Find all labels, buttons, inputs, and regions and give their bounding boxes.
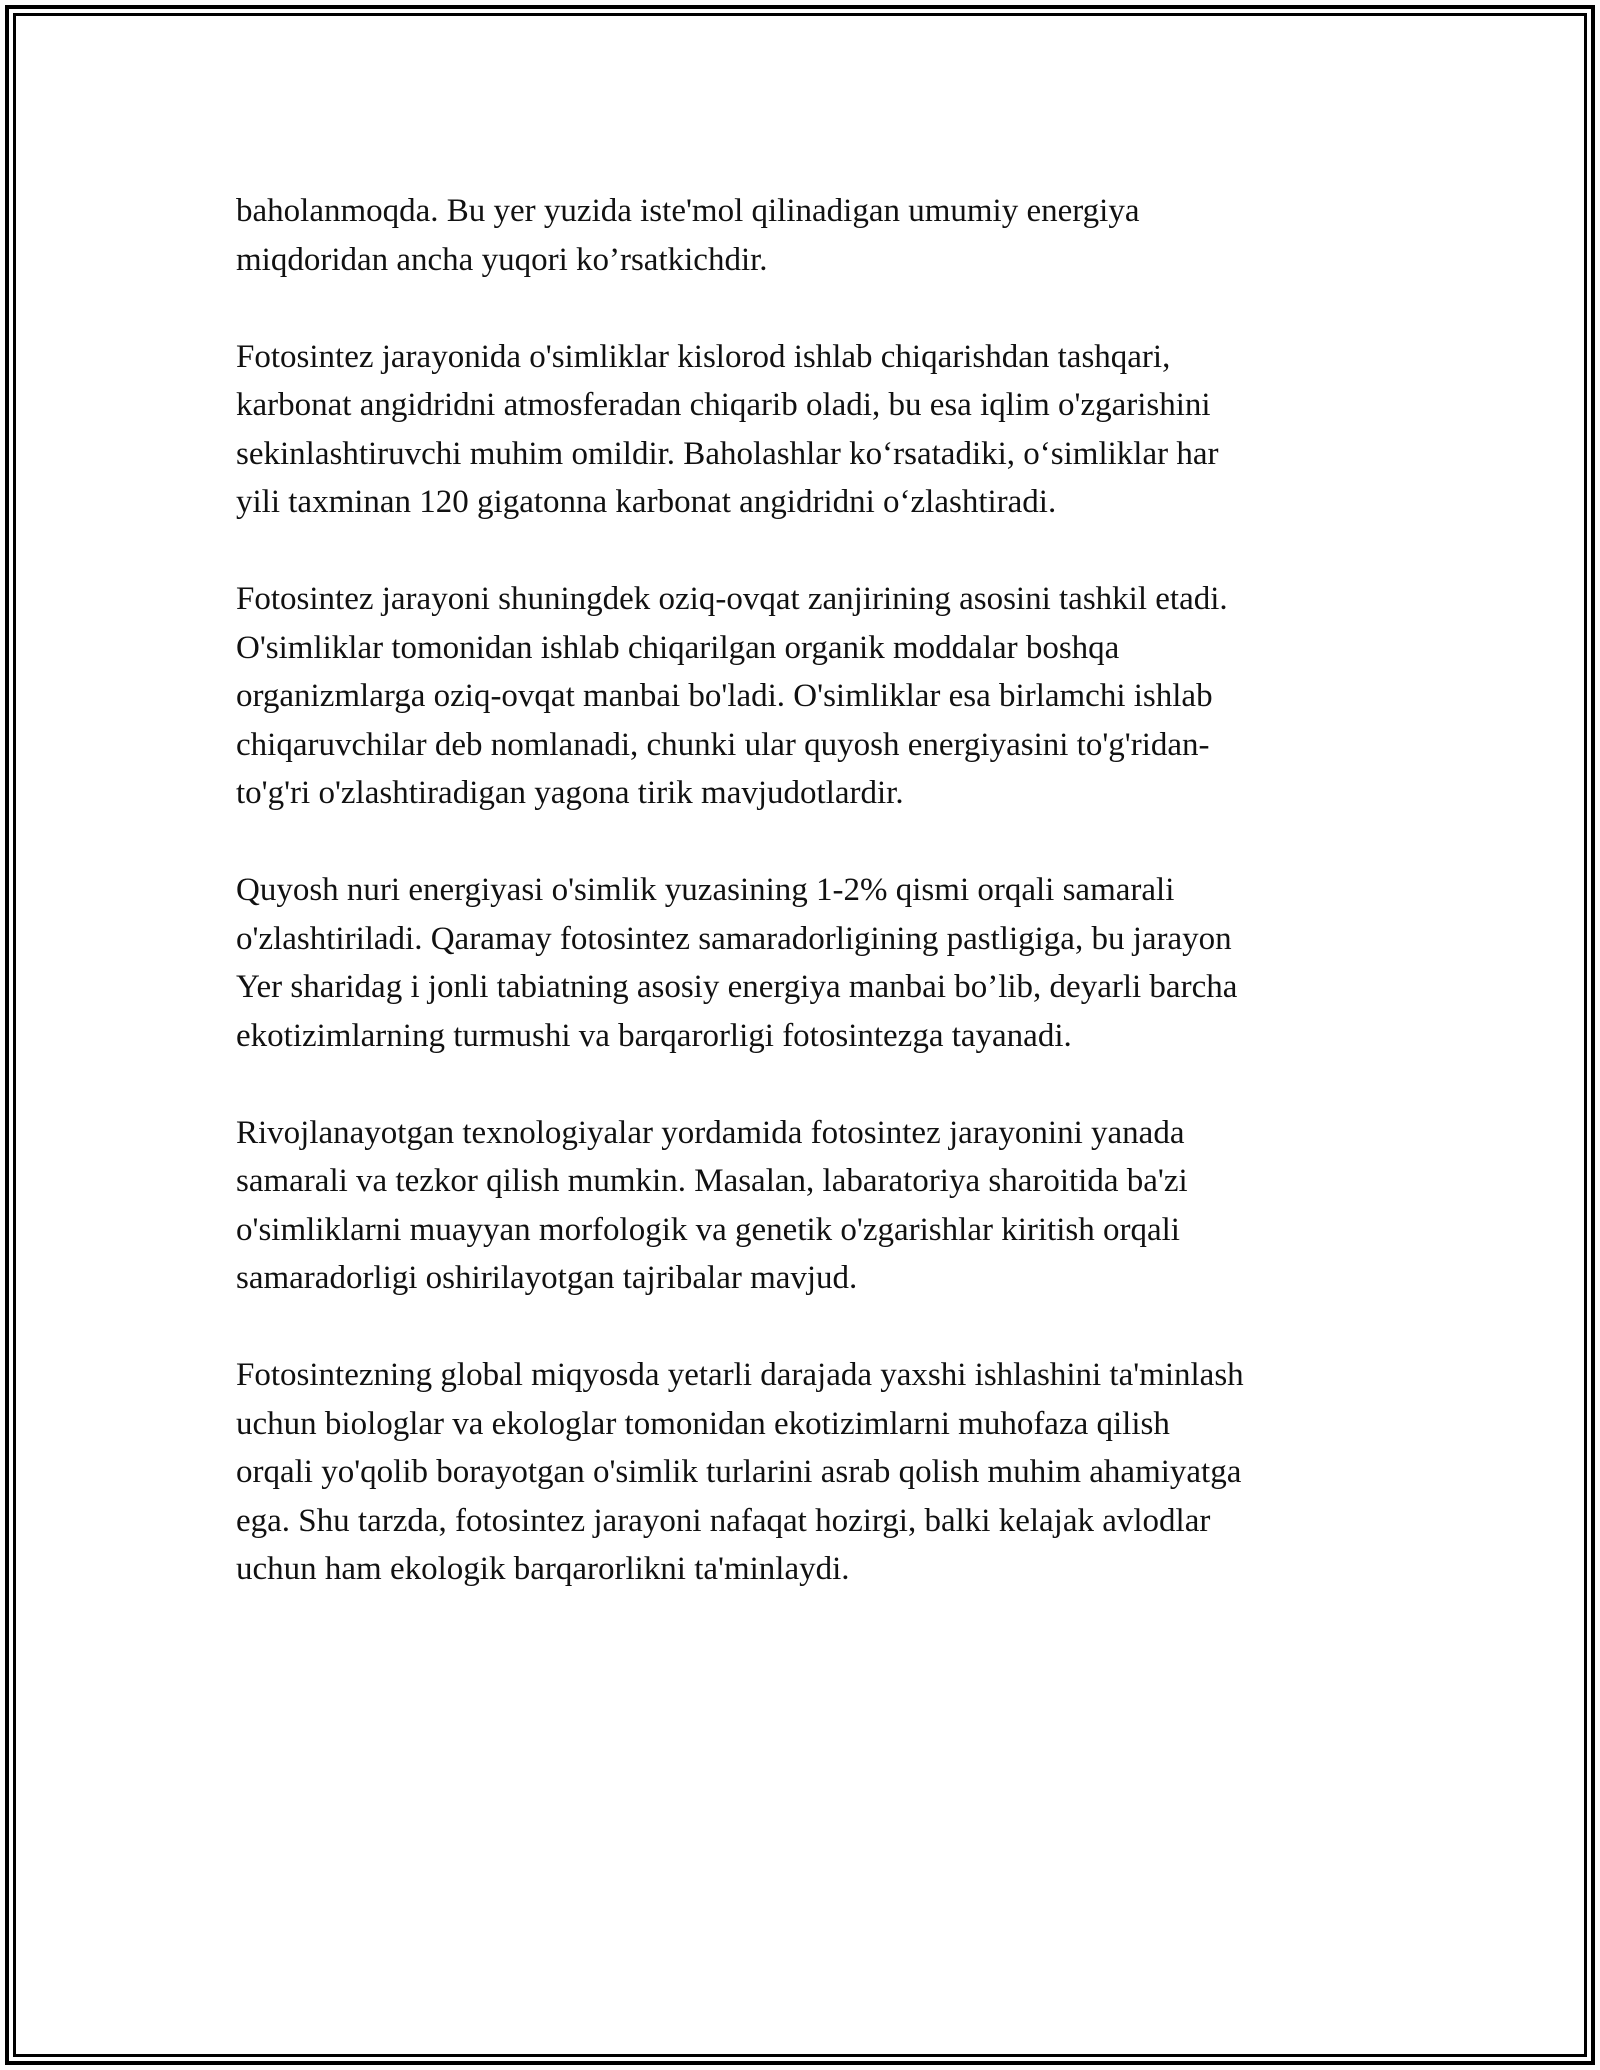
text-line: karbonat angidridni atmosferadan chiqarib oladi, bu esa iqlim o'zgarishini: [236, 387, 1211, 423]
text-line: ega. Shu tarzda, fotosintez jarayoni nafaqat hozirgi, balki kelajak avlodlar: [236, 1502, 1211, 1539]
text-line: Fotosintez jarayoni shuningdek oziq-ovqat zanjirining asosini tashkil etadi.: [236, 581, 1228, 617]
text-line: ekotizimlarning turmushi va barqarorligi fotosintezga tayanadi.: [236, 1017, 1072, 1054]
text-line: miqdoridan ancha yuqori ko’rsatkichdir.: [236, 241, 768, 278]
text-line: Fotosintezning global miqyosda yetarli darajada yaxshi ishlashini ta'minlash: [236, 1357, 1244, 1393]
text-line: orqali yo'qolib borayotgan o'simlik turlarini asrab qolish muhim ahamiyatga: [236, 1454, 1242, 1490]
text-line: samaradorligi oshirilayotgan tajribalar mavjud.: [236, 1260, 858, 1296]
text-line: organizmlarga oziq-ovqat manbai bo'ladi. O'simliklar esa birlamchi ishlab: [236, 678, 1213, 714]
paragraph: [236, 1109, 1376, 1303]
paragraph: [236, 1351, 1376, 1594]
text-line: chiqaruvchilar deb nomlanadi, chunki ular quyosh energiyasini to'g'ridan-: [236, 726, 1210, 763]
document-body: [236, 187, 1376, 1642]
paragraph: [236, 187, 1376, 284]
text-line: yili taxminan 120 gigatonna karbonat angidridni o‘zlashtiradi.: [236, 484, 1057, 520]
text-line: Rivojlanayotgan texnologiyalar yordamida fotosintez jarayonini yanada: [236, 1114, 1185, 1151]
paragraph: [236, 575, 1376, 818]
text-line: o'simliklarni muayyan morfologik va genetik o'zgarishlar kiritish orqali: [236, 1211, 1180, 1248]
paragraph: [236, 333, 1376, 527]
text-line: O'simliklar tomonidan ishlab chiqarilgan organik moddalar boshqa: [236, 629, 1120, 666]
text-line: Yer sharidag i jonli tabiatning asosiy energiya manbai bo’lib, deyarli barcha: [236, 969, 1238, 1005]
text-line: sekinlashtiruvchi muhim omildir. Baholashlar ko‘rsatadiki, o‘simliklar har: [236, 435, 1219, 472]
text-line: uchun ham ekologik barqarorlikni ta'minlaydi.: [236, 1551, 850, 1587]
text-line: o'zlashtiriladi. Qaramay fotosintez samaradorligining pastligiga, bu jarayon: [236, 920, 1232, 957]
text-line: Fotosintez jarayonida o'simliklar kislorod ishlab chiqarishdan tashqari,: [236, 338, 1171, 375]
text-line: baholanmoqda. Bu yer yuzida iste'mol qilinadigan umumiy energiya: [236, 193, 1140, 229]
text-line: Quyosh nuri energiyasi o'simlik yuzasining 1-2% qismi orqali samarali: [236, 872, 1175, 908]
text-line: to'g'ri o'zlashtiradigan yagona tirik mavjudotlardir.: [236, 775, 904, 811]
paragraph: [236, 866, 1376, 1060]
text-line: uchun biologlar va ekologlar tomonidan ekotizimlarni muhofaza qilish: [236, 1405, 1170, 1442]
text-line: samarali va tezkor qilish mumkin. Masalan, labaratoriya sharoitida ba'zi: [236, 1163, 1188, 1199]
